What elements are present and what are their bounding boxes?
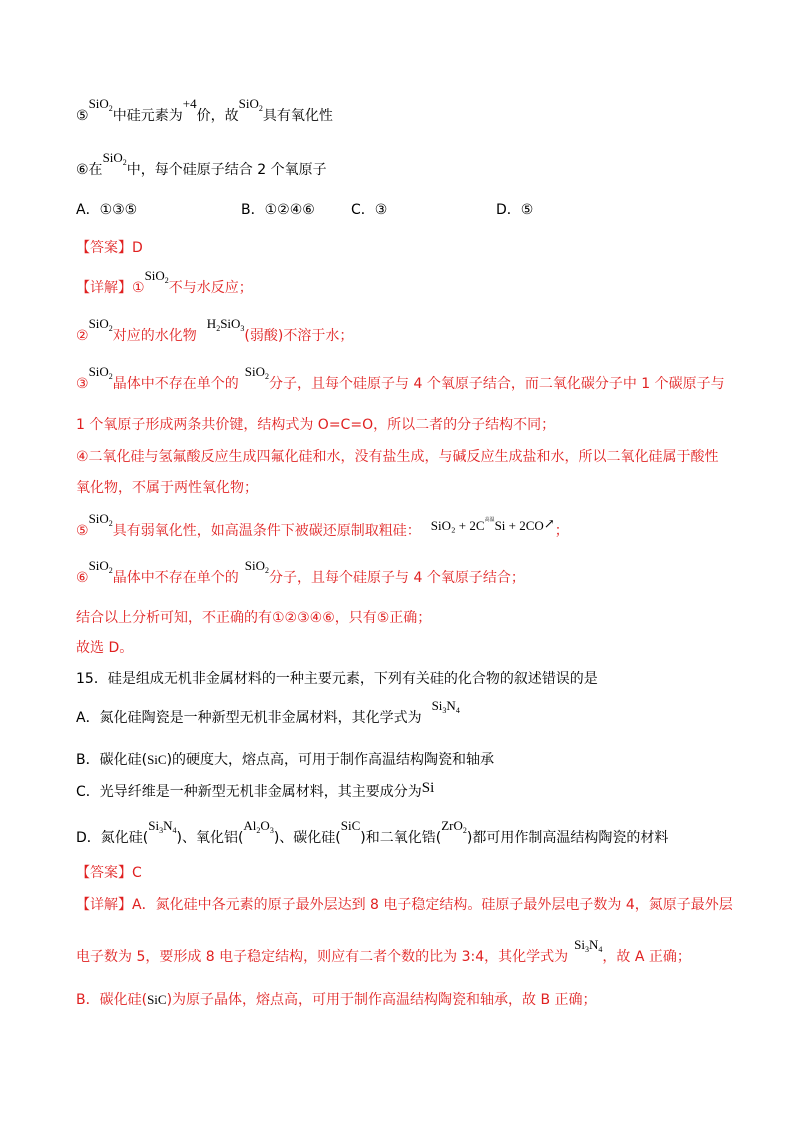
- explanation-3b: 1 个氧原子形成两条共价键，结构式为 O=C=O，所以二者的分子结构不同；: [76, 417, 556, 433]
- option-c[interactable]: C．③: [351, 202, 388, 218]
- circled-5: ⑤: [76, 108, 89, 124]
- answer-q14: 【答案】D: [76, 240, 143, 256]
- explanation-4b: 氧化物，不属于两性氧化物；: [76, 480, 258, 496]
- statement-6: [76, 150, 327, 185]
- text: 中硅元素为: [112, 108, 183, 124]
- conclusion: 结合以上分析可知，不正确的有①②③④⑥，只有⑤正确；: [76, 610, 432, 626]
- valence: +4: [182, 96, 197, 111]
- explanation-15b: B．碳化硅(SiC)为原子晶体，熔点高，可用于制作高温结构陶瓷和轴承，故 B 正确；: [76, 992, 597, 1008]
- statement-5: [76, 96, 333, 131]
- text: 价，故: [196, 108, 239, 124]
- explanation-2: ②SiO$_2$对应的水化物$H_2SiO_3$(弱酸)不溶于水；: [76, 316, 354, 344]
- arrow-up-icon: ↗: [543, 516, 555, 531]
- q15-option-a[interactable]: A．氮化硅陶瓷是一种新型无机非金属材料，其化学式为$Si_3N_4$: [76, 698, 460, 726]
- explanation-3: ③SiO$_2$晶体中不存在单个的SiO$_2$分子，且每个硅原子与 4 个氧原子结合，而二氧化碳分子中 1 个碳原子与: [76, 364, 725, 392]
- choice: 故选 D。: [76, 640, 134, 656]
- q15-option-c[interactable]: C．光导纤维是一种新型无机非金属材料，其主要成分为Si: [76, 780, 435, 800]
- option-d[interactable]: D．⑤: [496, 202, 534, 218]
- q15-option-d[interactable]: D．氮化硅$(Si_3N_4)$、氧化铝$(Al_2O_3)$、碳化硅(SiC)和二氧化锆(ZrO$_2$)都可用作制高温结构陶瓷的材料: [76, 818, 669, 846]
- q15-option-b[interactable]: B．碳化硅(SiC)的硬度大，熔点高，可用于制作高温结构陶瓷和轴承: [76, 752, 495, 768]
- explanation-1: 【详解】①SiO$_2$不与水反应；: [76, 268, 253, 296]
- options-q14: [76, 200, 726, 220]
- answer-q15: 【答案】C: [76, 865, 142, 881]
- explanation-6: ⑥SiO$_2$晶体中不存在单个的SiO$_2$分子，且每个硅原子与 4 个氧原子结合；: [76, 558, 525, 586]
- explanation-4: ④二氧化硅与氢氟酸反应生成四氟化硅和水，没有盐生成，与碱反应生成盐和水，所以二氧化硅属于酸性: [76, 449, 719, 465]
- option-b[interactable]: B．①②④⑥: [241, 202, 315, 218]
- explanation-5: ⑤SiO$_2$具有弱氧化性，如高温条件下被碳还原制取粗硅： $SiO_2 + 2C^{高温}Si$ + 2CO↗；: [76, 511, 569, 539]
- formula-sio2: SiO$_2$: [238, 96, 263, 113]
- option-a[interactable]: A．①③⑤: [76, 202, 138, 218]
- text: 具有氧化性: [262, 108, 333, 124]
- circled-6: ⑥在: [76, 162, 103, 178]
- text: 中，每个硅原子结合 2 个氧原子: [126, 162, 327, 178]
- question-15-stem: 15．硅是组成无机非金属材料的一种主要元素，下列有关硅的化合物的叙述错误的是: [76, 671, 598, 687]
- reaction-equation: $SiO_2 + 2C^{高温}Si$ + 2CO↗: [430, 516, 555, 533]
- explanation-15a: 【详解】A．氮化硅中各元素的原子最外层达到 8 电子稳定结构。硅原子最外层电子数为 4，氮原子最外层: [76, 897, 733, 913]
- explanation-15a2: 电子数为 5，要形成 8 电子稳定结构，则应有二者个数的比为 3:4，其化学式为$Si_3N_4$，故 A 正确；: [76, 937, 691, 965]
- formula-sio2: SiO$_2$: [88, 96, 113, 113]
- formula-sio2: SiO$_2$: [102, 150, 127, 167]
